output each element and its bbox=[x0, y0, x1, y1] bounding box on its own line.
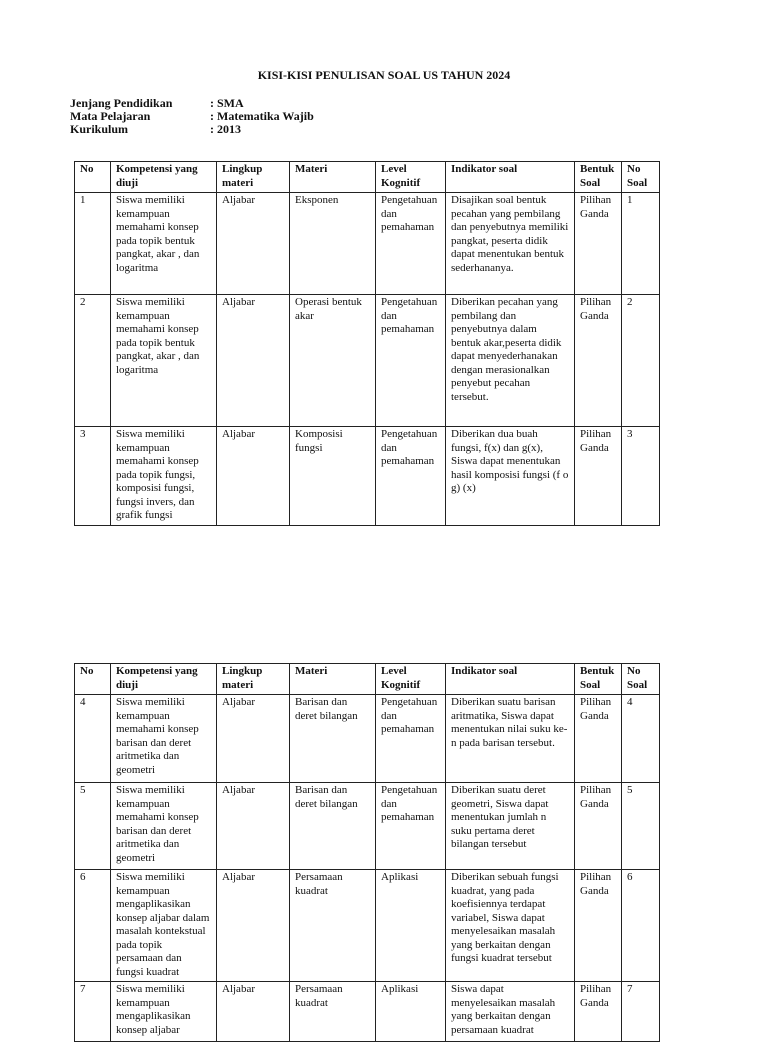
cell-indikator: Diberikan suatu barisan aritmatika, Siswa dapat menentukan nilai suku ke-n pada barisan tersebut. bbox=[446, 695, 575, 783]
cell-no: 1 bbox=[75, 193, 111, 295]
cell-indikator: Siswa dapat menyelesaikan masalah yang berkaitan dengan persamaan kuadrat bbox=[446, 982, 575, 1042]
table-row bbox=[75, 695, 660, 783]
cell-materi: Eksponen bbox=[290, 193, 376, 295]
cell-bentuk: Pilihan Ganda bbox=[575, 783, 622, 870]
cell-indikator: Diberikan dua buah fungsi, f(x) dan g(x), Siswa dapat menentukan hasil komposisi fungsi (f o g) (x) bbox=[446, 427, 575, 526]
header-lingkup: Lingkup materi bbox=[217, 664, 290, 695]
table-row bbox=[75, 982, 660, 1042]
cell-lingkup: Aljabar bbox=[217, 295, 290, 427]
document-meta bbox=[70, 97, 314, 136]
cell-kompetensi: Siswa memiliki kemampuan memahami konsep barisan dan deret aritmetika dan geometri bbox=[111, 783, 217, 870]
cell-no-soal: 2 bbox=[622, 295, 660, 427]
header-indikator: Indikator soal bbox=[446, 162, 575, 193]
cell-materi: Persamaan kuadrat bbox=[290, 870, 376, 982]
cell-no-soal: 1 bbox=[622, 193, 660, 295]
cell-bentuk: Pilihan Ganda bbox=[575, 695, 622, 783]
cell-bentuk: Pilihan Ganda bbox=[575, 982, 622, 1042]
header-materi: Materi bbox=[290, 664, 376, 695]
header-no-soal: No Soal bbox=[622, 162, 660, 193]
cell-indikator: Disajikan soal bentuk pecahan yang pembilang dan penyebutnya memiliki pangkat, peserta didik dapat menentukan bentuk sederhananya. bbox=[446, 193, 575, 295]
cell-materi: Persamaan kuadrat bbox=[290, 982, 376, 1042]
header-kompetensi: Kompetensi yang diuji bbox=[111, 664, 217, 695]
cell-level: Aplikasi bbox=[376, 982, 446, 1042]
cell-no-soal: 7 bbox=[622, 982, 660, 1042]
table-row bbox=[75, 783, 660, 870]
cell-indikator: Diberikan pecahan yang pembilang dan penyebutnya dalam bentuk akar,peserta didik dapat menyederhanakan dengan merasionalkan penyebut pecahan tersebut. bbox=[446, 295, 575, 427]
table-row bbox=[75, 193, 660, 295]
meta-value: : 2013 bbox=[210, 122, 241, 136]
cell-kompetensi: Siswa memiliki kemampuan memahami konsep pada topik bentuk pangkat, akar , dan logaritma bbox=[111, 295, 217, 427]
cell-materi: Barisan dan deret bilangan bbox=[290, 695, 376, 783]
cell-level: Pengetahuan dan pemahaman bbox=[376, 295, 446, 427]
meta-label: Jenjang Pendidikan bbox=[70, 96, 173, 110]
cell-kompetensi: Siswa memiliki kemampuan mengaplikasikan konsep aljabar dalam masalah kontekstual pada topik persamaan dan fungsi kuadrat bbox=[111, 870, 217, 982]
header-indikator: Indikator soal bbox=[446, 664, 575, 695]
cell-no: 2 bbox=[75, 295, 111, 427]
cell-lingkup: Aljabar bbox=[217, 783, 290, 870]
cell-no: 7 bbox=[75, 982, 111, 1042]
cell-no-soal: 6 bbox=[622, 870, 660, 982]
meta-row-kurikulum bbox=[70, 123, 314, 136]
meta-label: Mata Pelajaran bbox=[70, 109, 151, 123]
cell-no-soal: 3 bbox=[622, 427, 660, 526]
header-no: No bbox=[75, 162, 111, 193]
cell-no: 6 bbox=[75, 870, 111, 982]
table-row bbox=[75, 295, 660, 427]
cell-no: 3 bbox=[75, 427, 111, 526]
header-lingkup: Lingkup materi bbox=[217, 162, 290, 193]
cell-kompetensi: Siswa memiliki kemampuan memahami konsep pada topik fungsi, komposisi fungsi, fungsi invers, dan grafik fungsi bbox=[111, 427, 217, 526]
cell-lingkup: Aljabar bbox=[217, 695, 290, 783]
cell-level: Pengetahuan dan pemahaman bbox=[376, 695, 446, 783]
header-level: Level Kognitif bbox=[376, 664, 446, 695]
header-level: Level Kognitif bbox=[376, 162, 446, 193]
cell-level: Aplikasi bbox=[376, 870, 446, 982]
header-no-soal: No Soal bbox=[622, 664, 660, 695]
cell-no-soal: 5 bbox=[622, 783, 660, 870]
cell-level: Pengetahuan dan pemahaman bbox=[376, 427, 446, 526]
cell-materi: Barisan dan deret bilangan bbox=[290, 783, 376, 870]
cell-indikator: Diberikan sebuah fungsi kuadrat, yang pada koefisiennya terdapat variabel, Siswa dapat menyelesaikan masalah yang berkaitan dengan fungsi kuadrat tersebut bbox=[446, 870, 575, 982]
cell-lingkup: Aljabar bbox=[217, 870, 290, 982]
cell-materi: Operasi bentuk akar bbox=[290, 295, 376, 427]
table-row bbox=[75, 870, 660, 982]
meta-value: : SMA bbox=[210, 96, 244, 110]
cell-bentuk: Pilihan Ganda bbox=[575, 193, 622, 295]
cell-bentuk: Pilihan Ganda bbox=[575, 870, 622, 982]
meta-label: Kurikulum bbox=[70, 122, 129, 136]
cell-level: Pengetahuan dan pemahaman bbox=[376, 783, 446, 870]
header-no: No bbox=[75, 664, 111, 695]
kisi-table-1 bbox=[74, 161, 660, 526]
cell-no: 5 bbox=[75, 783, 111, 870]
cell-no: 4 bbox=[75, 695, 111, 783]
cell-no-soal: 4 bbox=[622, 695, 660, 783]
cell-materi: Komposisi fungsi bbox=[290, 427, 376, 526]
header-bentuk: Bentuk Soal bbox=[575, 162, 622, 193]
table-header-row bbox=[75, 162, 660, 193]
table-row bbox=[75, 427, 660, 526]
header-bentuk: Bentuk Soal bbox=[575, 664, 622, 695]
cell-indikator: Diberikan suatu deret geometri, Siswa dapat menentukan jumlah n suku pertama deret bilangan tersebut bbox=[446, 783, 575, 870]
cell-kompetensi: Siswa memiliki kemampuan mengaplikasikan konsep aljabar bbox=[111, 982, 217, 1042]
cell-lingkup: Aljabar bbox=[217, 193, 290, 295]
cell-kompetensi: Siswa memiliki kemampuan memahami konsep pada topik bentuk pangkat, akar , dan logaritma bbox=[111, 193, 217, 295]
header-kompetensi: Kompetensi yang diuji bbox=[111, 162, 217, 193]
header-materi: Materi bbox=[290, 162, 376, 193]
meta-value: : Matematika Wajib bbox=[210, 109, 314, 123]
kisi-table-2 bbox=[74, 663, 660, 1042]
table-header-row bbox=[75, 664, 660, 695]
cell-bentuk: Pilihan Ganda bbox=[575, 427, 622, 526]
cell-level: Pengetahuan dan pemahaman bbox=[376, 193, 446, 295]
cell-kompetensi: Siswa memiliki kemampuan memahami konsep barisan dan deret aritmetika dan geometri bbox=[111, 695, 217, 783]
cell-bentuk: Pilihan Ganda bbox=[575, 295, 622, 427]
document-title: KISI-KISI PENULISAN SOAL US TAHUN 2024 bbox=[257, 68, 511, 82]
cell-lingkup: Aljabar bbox=[217, 982, 290, 1042]
cell-lingkup: Aljabar bbox=[217, 427, 290, 526]
